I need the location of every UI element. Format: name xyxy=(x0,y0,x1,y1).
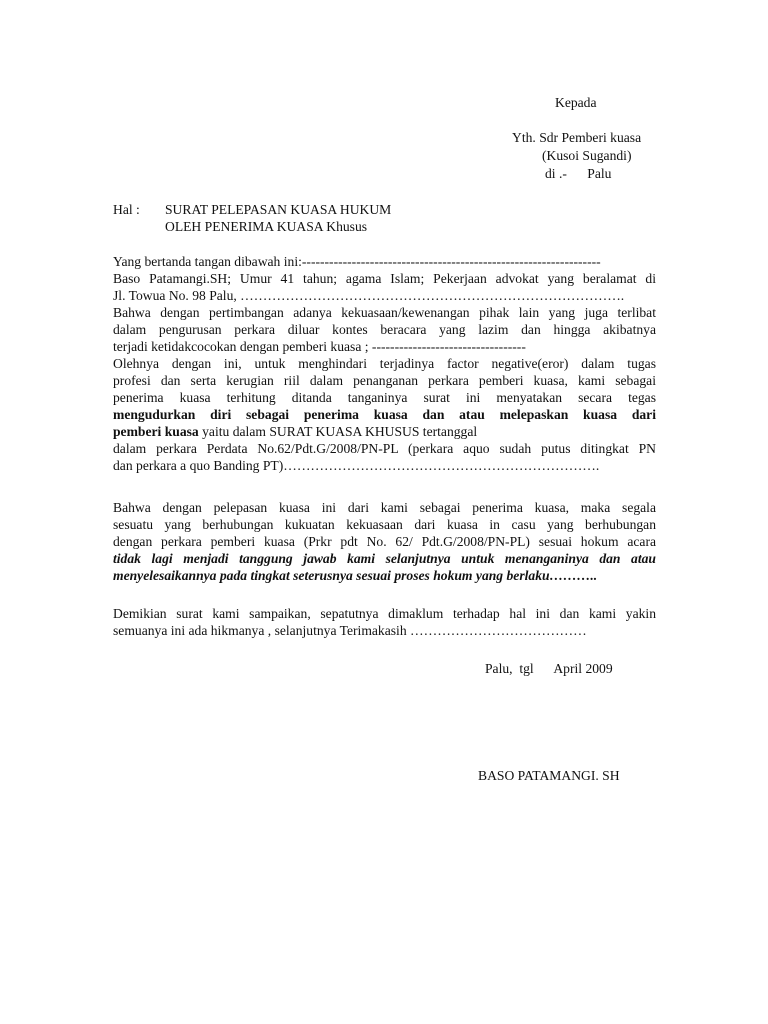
para1-line-11-bold: pemberi kuasa xyxy=(113,424,199,439)
para1-line-12: dalam perkara Perdata No.62/Pdt.G/2008/PN-PL (perkara aquo sudah putus ditingkat PN xyxy=(113,441,656,456)
para1-line-7: Olehnya dengan ini, untuk menghindari terjadinya factor negative(eror) dalam tugas xyxy=(113,356,656,371)
paragraph-body-2 xyxy=(113,499,656,584)
closing-line-1: Demikian surat kami sampaikan, sepatutnya dimaklum terhadap hal ini dan kami yakin xyxy=(113,606,656,621)
para1-line-4: Bahwa dengan pertimbangan adanya kekuasaan/kewenangan pihak lain yang juga terlibat xyxy=(113,305,656,320)
para1-line-1: Yang bertanda tangan dibawah ini:------------------------------------------------------------------ xyxy=(113,254,601,269)
para1-line-11 xyxy=(113,423,656,440)
para1-line-2: Baso Patamangi.SH; Umur 41 tahun; agama Islam; Pekerjaan advokat yang beralamat di xyxy=(113,271,656,286)
subject-label: Hal : xyxy=(113,202,140,217)
para2-line-4: tidak lagi menjadi tanggung jawab kami selanjutnya untuk menanganinya dan atau xyxy=(113,551,656,566)
para1-line-8: profesi dan serta kerugian riil dalam penanganan perkara pemberi kuasa, kami sebagai xyxy=(113,373,656,388)
signature-name: BASO PATAMANGI. SH xyxy=(478,768,620,783)
paragraph-body-1 xyxy=(113,253,656,474)
para1-line-13: dan perkara a quo Banding PT)……………………………………………………………. xyxy=(113,458,600,473)
para1-line-11-rest: yaitu dalam SURAT KUASA KHUSUS tertanggal xyxy=(198,424,478,439)
subject-line-1: SURAT PELEPASAN KUASA HUKUM xyxy=(165,202,392,217)
para2-line-2: sesuatu yang berhubungan kukuatan kekuasaan dari kuasa in casu yang berhubungan xyxy=(113,517,656,532)
para1-line-3: Jl. Towua No. 98 Palu, …………………………………………………………………………. xyxy=(113,288,625,303)
subject-line-2: OLEH PENERIMA KUASA Khusus xyxy=(165,219,368,234)
para1-line-5: dalam pengurusan perkara diluar kontes beracara yang lazim dan hingga akibatnya xyxy=(113,322,656,337)
paragraph-closing xyxy=(113,605,656,639)
addressee-line-3: di .- Palu xyxy=(545,166,612,181)
para2-line-3: dengan perkara pemberi kuasa (Prkr pdt No. 62/ Pdt.G/2008/PN-PL) sesuai hokum acara xyxy=(113,534,656,549)
closing-line-2: semuanya ini ada hikmanya , selanjutnya Terimakasih ………………………………… xyxy=(113,623,587,638)
para2-line-5: menyelesaikannya pada tingkat seterusnya sesuai proses hokum yang berlaku……….. xyxy=(113,568,598,583)
para2-line-1: Bahwa dengan pelepasan kuasa ini dari kami sebagai penerima kuasa, maka segala xyxy=(113,500,656,515)
para1-line-6: terjadi ketidakcocokan dengan pemberi kuasa ; ---------------------------------- xyxy=(113,339,526,354)
addressee-line-1: Yth. Sdr Pemberi kuasa xyxy=(512,130,642,145)
letter-date: Palu, tgl April 2009 xyxy=(485,661,613,676)
addressee-to: Kepada xyxy=(555,95,597,110)
addressee-line-2: (Kusoi Sugandi) xyxy=(542,148,632,163)
para1-line-9: penerima kuasa terhitung ditanda tanganinya surat ini menyatakan secara tegas xyxy=(113,390,656,405)
para1-line-10: mengudurkan diri sebagai penerima kuasa dan atau melepaskan kuasa dari xyxy=(113,407,656,422)
